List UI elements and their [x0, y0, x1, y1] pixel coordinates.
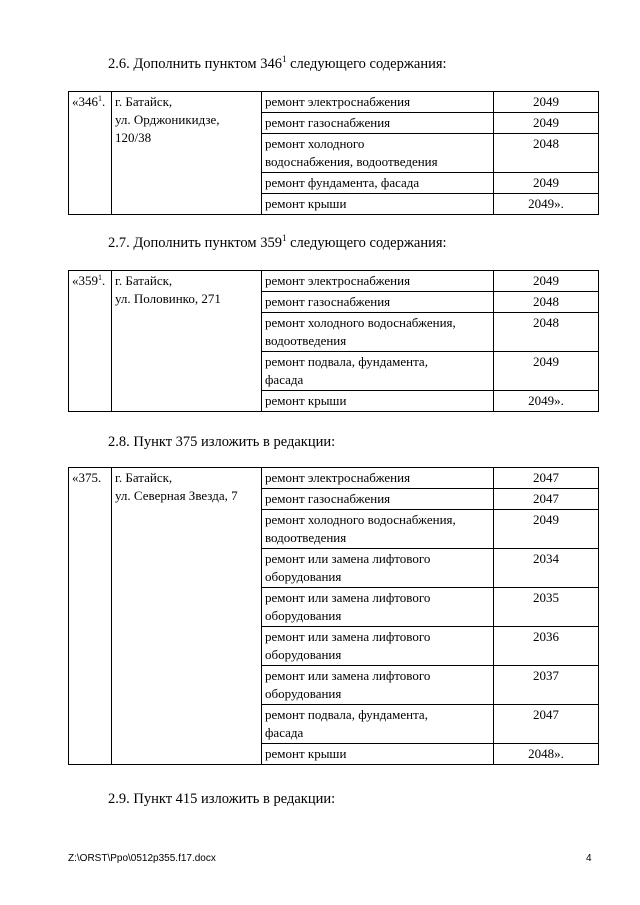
item-number: «359 [72, 273, 98, 288]
year-cell: 2048 [494, 292, 599, 313]
year-cell: 2049 [494, 271, 599, 292]
table-item-346-1 [68, 91, 599, 215]
work-cell: ремонт или замена лифтового оборудования [262, 549, 494, 588]
year-cell: 2048 [494, 313, 599, 352]
table-row [69, 92, 599, 113]
work-cell: ремонт электроснабжения [262, 271, 494, 292]
work-cell: ремонт крыши [262, 744, 494, 765]
item-number-superscript: 1 [98, 273, 102, 282]
year-cell: 2049 [494, 510, 599, 549]
work-cell: ремонт электроснабжения [262, 92, 494, 113]
heading-superscript: 1 [281, 54, 287, 64]
heading-text: 2.8. Пункт 375 изложить в редакции: [108, 434, 336, 450]
address-cell: г. Батайск, ул. Северная Звезда, 7 [112, 468, 262, 765]
footer-file-path: Z:\ORST\Ppo\0512p355.f17.docx [68, 853, 216, 864]
table-row [69, 271, 599, 292]
heading-text-end: следующего содержания: [286, 235, 447, 251]
item-number: «346 [72, 94, 98, 109]
year-cell: 2049 [494, 352, 599, 391]
section-heading-2-8 [108, 433, 335, 451]
address-cell: г. Батайск, ул. Орджоникидзе, 120/38 [112, 92, 262, 215]
year-cell: 2049». [494, 194, 599, 215]
year-cell: 2048 [494, 134, 599, 173]
year-cell: 2034 [494, 549, 599, 588]
year-cell: 2036 [494, 627, 599, 666]
table-row [69, 468, 599, 489]
work-cell: ремонт холодного водоснабжения, водоотведения [262, 313, 494, 352]
work-cell: ремонт электроснабжения [262, 468, 494, 489]
year-cell: 2047 [494, 705, 599, 744]
work-cell: ремонт или замена лифтового оборудования [262, 666, 494, 705]
table-item-375 [68, 467, 599, 765]
work-cell: ремонт холодного водоснабжения, водоотведения [262, 510, 494, 549]
year-cell: 2047 [494, 489, 599, 510]
section-heading-2-9 [108, 790, 335, 808]
footer-page-number: 4 [586, 853, 592, 864]
work-cell: ремонт или замена лифтового оборудования [262, 627, 494, 666]
work-cell: ремонт холодного водоснабжения, водоотведения [262, 134, 494, 173]
work-cell: ремонт или замена лифтового оборудования [262, 588, 494, 627]
section-heading-2-6 [108, 55, 447, 73]
item-number-cell [69, 271, 112, 412]
item-number: «375. [72, 470, 102, 485]
item-number-superscript: 1 [98, 94, 102, 103]
year-cell: 2048». [494, 744, 599, 765]
work-cell: ремонт фундамента, фасада [262, 173, 494, 194]
heading-text: 2.9. Пункт 415 изложить в редакции: [108, 791, 336, 807]
section-heading-2-7 [108, 234, 447, 252]
item-number-suffix: . [102, 94, 106, 109]
work-cell: ремонт подвала, фундамента, фасада [262, 705, 494, 744]
address-cell: г. Батайск, ул. Половинко, 271 [112, 271, 262, 412]
work-cell: ремонт газоснабжения [262, 489, 494, 510]
year-cell: 2049 [494, 113, 599, 134]
work-cell: ремонт крыши [262, 391, 494, 412]
year-cell: 2037 [494, 666, 599, 705]
work-cell: ремонт газоснабжения [262, 292, 494, 313]
heading-text-end: следующего содержания: [286, 56, 447, 72]
work-cell: ремонт подвала, фундамента, фасада [262, 352, 494, 391]
item-number-cell [69, 92, 112, 215]
year-cell: 2035 [494, 588, 599, 627]
heading-text: 2.7. Дополнить пунктом 359 [108, 235, 282, 251]
heading-superscript: 1 [281, 233, 287, 243]
year-cell: 2049 [494, 173, 599, 194]
item-number-cell [69, 468, 112, 765]
heading-text: 2.6. Дополнить пунктом 346 [108, 56, 282, 72]
work-cell: ремонт крыши [262, 194, 494, 215]
item-number-suffix: . [102, 273, 106, 288]
year-cell: 2049 [494, 92, 599, 113]
year-cell: 2049». [494, 391, 599, 412]
work-cell: ремонт газоснабжения [262, 113, 494, 134]
table-item-359-1 [68, 270, 599, 412]
year-cell: 2047 [494, 468, 599, 489]
